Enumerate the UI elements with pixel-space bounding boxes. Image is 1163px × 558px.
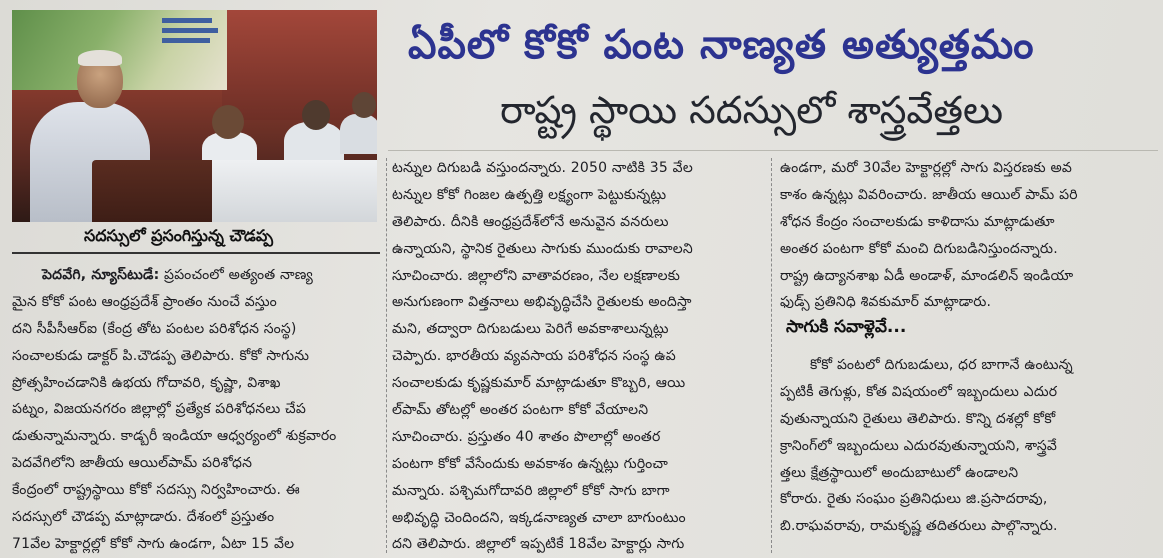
text-line: కేంద్రంలో రాష్ట్రస్థాయి కోకో సదస్సు నిర్వహించారు. ఈ bbox=[12, 482, 300, 499]
text-line: కోకో పంటలో దిగుబడులు, ధర బాగానే ఉంటున్న bbox=[810, 357, 1073, 373]
podium bbox=[92, 160, 232, 222]
attendee-head bbox=[352, 92, 376, 118]
banner-text-bar bbox=[162, 28, 218, 33]
subsection-heading: సాగుకి సవాళ్లెవే... bbox=[786, 317, 907, 337]
text-line: త్తలు క్షేత్రస్థాయిలో అందుబాటులో ఉండాలని bbox=[780, 464, 1019, 481]
attendee-head bbox=[302, 100, 330, 130]
text-line: ఫుడ్స్ ప్రతినిధి శివకుమార్ మాట్లాడారు. bbox=[780, 294, 992, 311]
text-line: వుతున్నాయని రైతులు తెలిపారు. కొన్ని దశల్లో కోకో bbox=[780, 410, 1056, 427]
headline-divider bbox=[388, 150, 1158, 151]
column-divider bbox=[386, 158, 387, 553]
text-line: చెప్పారు. భారతీయ వ్యవసాయ పరిశోధన సంస్థ ఉప bbox=[392, 348, 676, 365]
text-line: క్రానింగ్‌లో ఇబ్బందులు ఎదురవుతున్నాయని, శాస్త్రవే bbox=[780, 437, 1058, 454]
subheadline: రాష్ట్ర స్థాయి సదస్సులో శాస్త్రవేత్తలు bbox=[500, 88, 1004, 132]
text-line: దని తెలిపారు. జిల్లాలో ఇప్పటికే 18వేల హెక్టార్లు సాగు bbox=[392, 536, 685, 553]
column-divider bbox=[771, 158, 772, 553]
text-line: అభివృద్ధి చెందిందని, ఇక్కడనాణ్యత చాలా బాగుంటుం bbox=[392, 509, 686, 526]
attendee-figure bbox=[340, 114, 377, 154]
text-line-content: ప్రపంచంలో అత్యంత నాణ్య bbox=[164, 267, 313, 283]
headline: ఏపీలో కోకో పంట నాణ్యత అత్యుత్తమం bbox=[408, 22, 1035, 68]
text-line: పంటగా కోకో వేసేందుకు అవకాశం ఉన్నట్లు గుర్తించా bbox=[392, 455, 669, 472]
article-column-3 bbox=[780, 155, 1150, 316]
text-line: పట్నం, విజయనగరం జిల్లాల్లో ప్రత్యేక పరిశోధనలు చేప bbox=[12, 401, 307, 418]
article-column-2 bbox=[392, 155, 762, 558]
text-line: సూచించారు. ప్రస్తుతం 40 శాతం పొలాల్లో అంతర bbox=[392, 428, 661, 445]
article-column-3-continued bbox=[780, 352, 1150, 540]
attendee-head bbox=[212, 105, 244, 139]
text-line: అంతర పంటగా కోకో మంచి దిగుబడినిస్తుందన్నారు. bbox=[780, 240, 1058, 257]
text-line: ప్పటికీ తెగుళ్లు, కోత విషయంలో ఇబ్బందులు ఎదుర bbox=[780, 383, 1058, 400]
text-line bbox=[12, 262, 382, 289]
text-line: సూచించారు. జిల్లాలోని వాతావరణం, నేల లక్షణాలకు bbox=[392, 267, 681, 284]
text-line: సంచాలకుడు కృష్ణకుమార్ మాట్లాడుతూ కొబ్బరి, ఆయి bbox=[392, 375, 686, 392]
dateline: పెదవేగి, న్యూస్‌టుడే: bbox=[42, 267, 160, 283]
text-line: టన్నుల దిగుబడి వస్తుందన్నారు. 2050 నాటికి 35 వేల bbox=[392, 160, 693, 176]
text-line: ఉండగా, మరో 30వేల హెక్టార్లల్లో సాగు విస్తరణకు అవ bbox=[780, 160, 1073, 176]
article-column-1 bbox=[12, 262, 382, 558]
dais-table bbox=[212, 160, 377, 222]
text-line: టన్నుల కోకో గింజల ఉత్పత్తి లక్ష్యంగా పెట్టుకున్నట్లు bbox=[392, 186, 667, 203]
photo-caption: సదస్సులో ప్రసంగిస్తున్న చౌడప్ప bbox=[84, 226, 273, 245]
text-line: ఉన్నాయని, స్థానిక రైతులు సాగుకు ముందుకు రావాలని bbox=[392, 240, 693, 257]
text-line: పెదవేగిలోని జాతీయ ఆయిల్‌పామ్ పరిశోధన bbox=[12, 455, 253, 472]
banner-text-bar bbox=[162, 38, 210, 43]
caption-divider bbox=[12, 252, 380, 254]
banner-text-bar bbox=[162, 18, 212, 23]
text-line: సంచాలకుడు డాక్టర్ పి.చౌడప్ప తెలిపారు. కోకో సాగును bbox=[12, 347, 310, 364]
text-line: సదస్సులో చౌడప్ప మాట్లాడారు. దేశంలో ప్రస్తుతం bbox=[12, 509, 275, 526]
speaker-hair bbox=[78, 50, 122, 66]
text-line: తెలిపారు. దీనికి ఆంధ్రప్రదేశ్‌లోనే అనువైన వనరులు bbox=[392, 213, 669, 230]
text-line: మని, తద్వారా దిగుబడులు పెరిగే అవకాశాలున్నట్లు bbox=[392, 321, 669, 338]
text-line: అనుగుణంగా విత్తనాలు అభివృద్ధిచేసి రైతులకు అందిస్తా bbox=[392, 294, 692, 311]
text-line: దని సీపీసీఆర్ఐ (కేంద్ర తోట పంటల పరిశోధన సంస్థ) bbox=[12, 320, 297, 337]
text-line: బి.రాఘవరావు, రామకృష్ణ తదితరులు పాల్గొన్నారు. bbox=[780, 518, 1058, 535]
event-photo bbox=[12, 10, 377, 222]
text-line: రాష్ట్ర ఉద్యానశాఖ ఏడీ అండాళ్, మాండలిన్ ఇండియా bbox=[780, 267, 1074, 284]
text-line: శోధన కేంద్రం సంచాలకుడు కాళిదాసు మాట్లాడుతూ bbox=[780, 213, 1055, 230]
text-line: ప్రోత్సహించడానికి ఉభయ గోదావరి, కృష్ణా, విశాఖ bbox=[12, 374, 281, 391]
text-line: 71వేల హెక్టార్లల్లో కోకో సాగు ఉండగా, ఏటా 15 వేల bbox=[12, 535, 295, 552]
text-line: ల్‌పామ్ తోటల్లో అంతర పంటగా కోకో వేయాలని bbox=[392, 402, 649, 419]
text-line: కాశం ఉన్నట్లు వివరించారు. జాతీయ ఆయిల్ పామ్ పరి bbox=[780, 186, 1078, 203]
text-line: మన్నారు. పశ్చిమగోదావరి జిల్లాలో కోకో సాగు బాగా bbox=[392, 482, 670, 499]
text-line: డుతున్నామన్నారు. కాడ్బరీ ఇండియా ఆధ్వర్యంలో శుక్రవారం bbox=[12, 428, 337, 445]
text-line: మైన కోకో పంట ఆంధ్రప్రదేశ్ ప్రాంతం నుంచే వస్తుం bbox=[12, 293, 277, 310]
text-line: కోరారు. రైతు సంఘం ప్రతినిధులు జి.ప్రసాదరావు, bbox=[780, 491, 1048, 508]
